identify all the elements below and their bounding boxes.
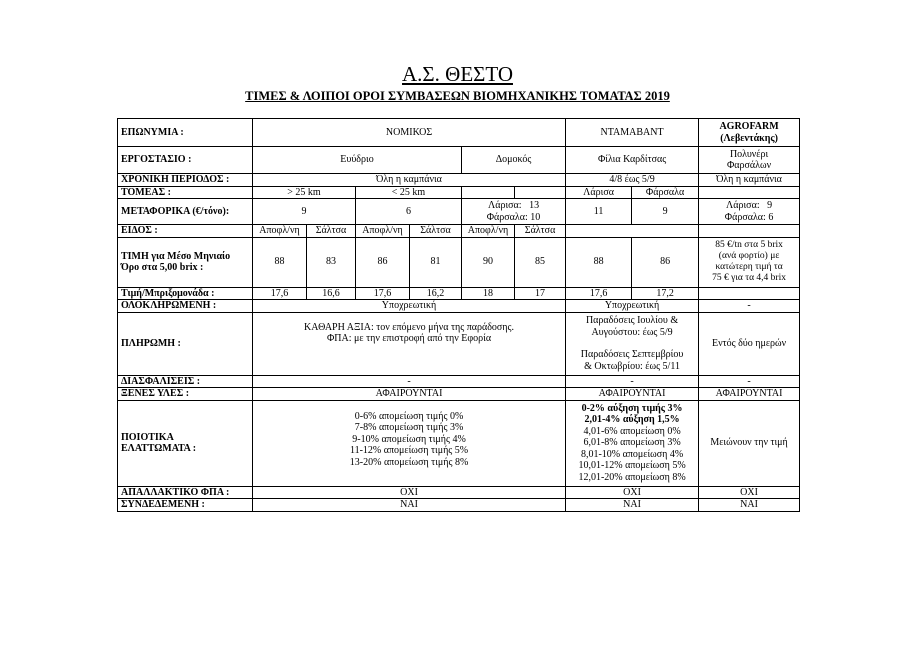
sector-empty-3 <box>699 186 800 199</box>
price-agrofarm <box>699 237 800 287</box>
agro-price-line2: (ανά φορτίο) με <box>718 251 780 262</box>
period-agrofarm: Όλη η καμπάνια <box>699 174 800 187</box>
label-eponymia: ΕΠΩΝΥΜΙΑ : <box>118 119 253 147</box>
type-cell: Σάλτσα <box>307 225 356 238</box>
transport-agrofarm-larisa: Λάρισα: 9 <box>726 200 773 211</box>
row-complete <box>118 300 800 313</box>
quality-line-bold: 0-2% αύξηση τιμής 3% <box>581 402 683 414</box>
period-ntamabant: 4/8 έως 5/9 <box>566 174 699 187</box>
complete-agrofarm: - <box>699 300 800 313</box>
type-cell: Αποφλ/νη <box>356 225 410 238</box>
type-empty-1 <box>566 225 632 238</box>
brix-price-cell: 17,6 <box>253 287 307 300</box>
label-apallaktiko: ΑΠΑΛΛΑΚΤΙΚΟ ΦΠΑ : <box>118 486 253 499</box>
sector-empty-1 <box>462 186 515 199</box>
quality-ntamabant <box>566 400 699 486</box>
row-linked <box>118 499 800 512</box>
label-timi-line2: Όρο στα 5,00 brix : <box>121 262 204 273</box>
transport-domokos <box>462 199 566 225</box>
label-poiotika <box>118 400 253 486</box>
quality-line: 11-12% απομείωση τιμής 5% <box>349 445 469 456</box>
payment-nt-line3: Παραδόσεις Σεπτεμβρίου <box>580 349 684 360</box>
period-nomikos: Όλη η καμπάνια <box>253 174 566 187</box>
factory-polyneri-line1: Πολυνέρι <box>729 148 769 160</box>
label-timi-brix: Τιμή/Μπριξομονάδα : <box>118 287 253 300</box>
row-period <box>118 174 800 187</box>
agrofarm-owner: (Λεβεντάκης) <box>720 132 778 144</box>
foreign-nomikos: ΑΦΑΙΡΟΥΝΤΑΙ <box>253 388 566 401</box>
label-diasfaliseis: ΔΙΑΣΦΑΛΙΣΕΙΣ : <box>118 375 253 388</box>
document-subtitle: ΤΙΜΕΣ & ΛΟΙΠΟΙ ΟΡΟΙ ΣΥΜΒΑΣΕΩΝ ΒΙΟΜΗΧΑΝΙΚΗΣ ΤΟΜΑΤΑΣ 2019 <box>245 89 670 103</box>
factory-domokos: Δομοκός <box>462 147 566 174</box>
brix-price-cell: 16,6 <box>307 287 356 300</box>
label-poiotika-line2: ΕΛΑΤΤΩΜΑΤΑ : <box>121 443 197 454</box>
foreign-agrofarm: ΑΦΑΙΡΟΥΝΤΑΙ <box>699 388 800 401</box>
price-cell: 83 <box>307 237 356 287</box>
label-xenes: ΞΕΝΕΣ ΥΛΕΣ : <box>118 388 253 401</box>
agro-price-line1: 85 €/tn στα 5 brix <box>715 240 783 251</box>
payment-agrofarm: Εντός δύο ημερών <box>699 312 800 375</box>
label-pliromi: ΠΛΗΡΩΜΗ : <box>118 312 253 375</box>
sector-lt25: < 25 km <box>356 186 462 199</box>
quality-line: 6,01-8% απομείωση 3% <box>583 437 681 449</box>
vat-agrofarm: ΟΧΙ <box>699 486 800 499</box>
label-oloklir: ΟΛΟΚΛΗΡΩΜΕΝΗ : <box>118 300 253 313</box>
sector-larisa: Λάρισα <box>566 186 632 199</box>
row-sector <box>118 186 800 199</box>
complete-ntamabant: Υποχρεωτική <box>566 300 699 313</box>
type-empty-2 <box>632 225 699 238</box>
brix-price-cell: 17,2 <box>632 287 699 300</box>
row-payment <box>118 312 800 375</box>
insurance-nomikos: - <box>253 375 566 388</box>
quality-line: 0-6% απομείωση τιμής 0% <box>354 410 464 422</box>
company-agrofarm <box>699 119 800 147</box>
agro-price-line4: 75 € για τα 4,4 brix <box>712 272 786 283</box>
row-price <box>118 237 800 287</box>
transport-nt-larisa: 11 <box>566 199 632 225</box>
company-ntamabant: ΝΤΑΜΑΒΑΝΤ <box>566 119 699 147</box>
type-empty-3 <box>699 225 800 238</box>
company-nomikos: ΝΟΜΙΚΟΣ <box>253 119 566 147</box>
payment-nomikos <box>253 312 566 375</box>
document-title: Α.Σ. ΘΕΣΤΟ <box>402 62 513 86</box>
quality-line: 9-10% απομείωση τιμής 4% <box>352 433 466 445</box>
quality-line: 13-20% απομείωση τιμής 8% <box>349 456 469 468</box>
factory-filia: Φίλια Καρδίτσας <box>566 147 699 174</box>
sector-empty-2 <box>515 186 566 199</box>
row-brix-price <box>118 287 800 300</box>
label-tomeas: ΤΟΜΕΑΣ : <box>118 186 253 199</box>
transport-domokos-larisa: Λάρισα: 13 <box>487 200 540 211</box>
price-cell: 81 <box>410 237 462 287</box>
type-cell: Σάλτσα <box>410 225 462 238</box>
sector-farsala: Φάρσαλα <box>632 186 699 199</box>
quality-line-bold: 2,01-4% αύξηση 1,5% <box>584 414 680 426</box>
row-transport <box>118 199 800 225</box>
quality-line: 12,01-20% απομείωση 8% <box>578 471 686 483</box>
agrofarm-name: AGROFARM <box>719 121 779 132</box>
transport-agrofarm <box>699 199 800 225</box>
brix-price-empty <box>699 287 800 300</box>
brix-price-cell: 17,6 <box>356 287 410 300</box>
vat-nomikos: ΟΧΙ <box>253 486 566 499</box>
row-factory <box>118 147 800 174</box>
brix-price-cell: 16,2 <box>410 287 462 300</box>
label-syndedemeni: ΣΥΝΔΕΔΕΜΕΝΗ : <box>118 499 253 512</box>
quality-line: 4,01-6% απομείωση 0% <box>583 425 681 437</box>
payment-nomikos-line1: ΚΑΘΑΡΗ ΑΞΙΑ: τον επόμενο μήνα της παράδοσης. <box>304 321 514 333</box>
row-insurance <box>118 375 800 388</box>
quality-line: 8,01-10% απομείωση 4% <box>580 448 684 460</box>
factory-polyneri <box>699 147 800 174</box>
label-ergostasio: ΕΡΓΟΣΤΑΣΙΟ : <box>118 147 253 174</box>
price-cell: 88 <box>253 237 307 287</box>
price-cell: 88 <box>566 237 632 287</box>
linked-ntamabant: ΝΑΙ <box>566 499 699 512</box>
label-timi <box>118 237 253 287</box>
agro-price-line3: κατώτερη τιμή τα <box>715 262 783 272</box>
payment-nt-line2: Αυγούστου: έως 5/9 <box>591 326 673 338</box>
quality-line: 10,01-12% απομείωση 5% <box>578 460 686 472</box>
brix-price-cell: 18 <box>462 287 515 300</box>
brix-price-cell: 17,6 <box>566 287 632 300</box>
transport-eydrio-gt: 9 <box>253 199 356 225</box>
transport-agrofarm-farsala: Φάρσαλα: 6 <box>724 211 774 223</box>
row-quality <box>118 400 800 486</box>
price-cell: 86 <box>356 237 410 287</box>
label-metaforika: ΜΕΤΑΦΟΡΙΚΑ (€/τόνο): <box>118 199 253 225</box>
factory-polyneri-line2: Φαρσάλων <box>727 160 772 171</box>
label-timi-line1: ΤΙΜΗ για Μέσο Μηνιαίο <box>121 250 231 262</box>
row-type <box>118 225 800 238</box>
type-cell: Σάλτσα <box>515 225 566 238</box>
payment-nomikos-line2: ΦΠΑ: με την επιστροφή από την Εφορία <box>327 333 492 344</box>
brix-price-cell: 17 <box>515 287 566 300</box>
quality-agrofarm: Μειώνουν την τιμή <box>699 400 800 486</box>
factory-eydrio: Ευύδριο <box>253 147 462 174</box>
payment-nt-line1: Παραδόσεις Ιουλίου & <box>585 315 679 326</box>
label-eidos: ΕΙΔΟΣ : <box>118 225 253 238</box>
quality-line: 7-8% απομείωση τιμής 3% <box>354 422 464 433</box>
type-cell: Αποφλ/νη <box>462 225 515 238</box>
quality-nomikos <box>253 400 566 486</box>
transport-nt-farsala: 9 <box>632 199 699 225</box>
price-cell: 90 <box>462 237 515 287</box>
vat-ntamabant: ΟΧΙ <box>566 486 699 499</box>
linked-agrofarm: ΝΑΙ <box>699 499 800 512</box>
contracts-table <box>117 118 800 512</box>
complete-nomikos: Υποχρεωτική <box>253 300 566 313</box>
payment-nt-line4: & Οκτωβρίου: έως 5/11 <box>584 360 680 372</box>
row-company <box>118 119 800 147</box>
label-xroniki: ΧΡΟΝΙΚΗ ΠΕΡΙΟΔΟΣ : <box>118 174 253 187</box>
label-poiotika-line1: ΠΟΙΟΤΙΚΑ <box>121 431 174 443</box>
insurance-agrofarm: - <box>699 375 800 388</box>
sector-gt25: > 25 km <box>253 186 356 199</box>
payment-ntamabant <box>566 312 699 375</box>
price-cell: 86 <box>632 237 699 287</box>
price-cell: 85 <box>515 237 566 287</box>
transport-eydrio-lt: 6 <box>356 199 462 225</box>
row-foreign <box>118 388 800 401</box>
type-cell: Αποφλ/νη <box>253 225 307 238</box>
linked-nomikos: ΝΑΙ <box>253 499 566 512</box>
transport-domokos-farsala: Φάρσαλα: 10 <box>486 211 541 223</box>
foreign-ntamabant: ΑΦΑΙΡΟΥΝΤΑΙ <box>566 388 699 401</box>
row-vat <box>118 486 800 499</box>
insurance-ntamabant: - <box>566 375 699 388</box>
